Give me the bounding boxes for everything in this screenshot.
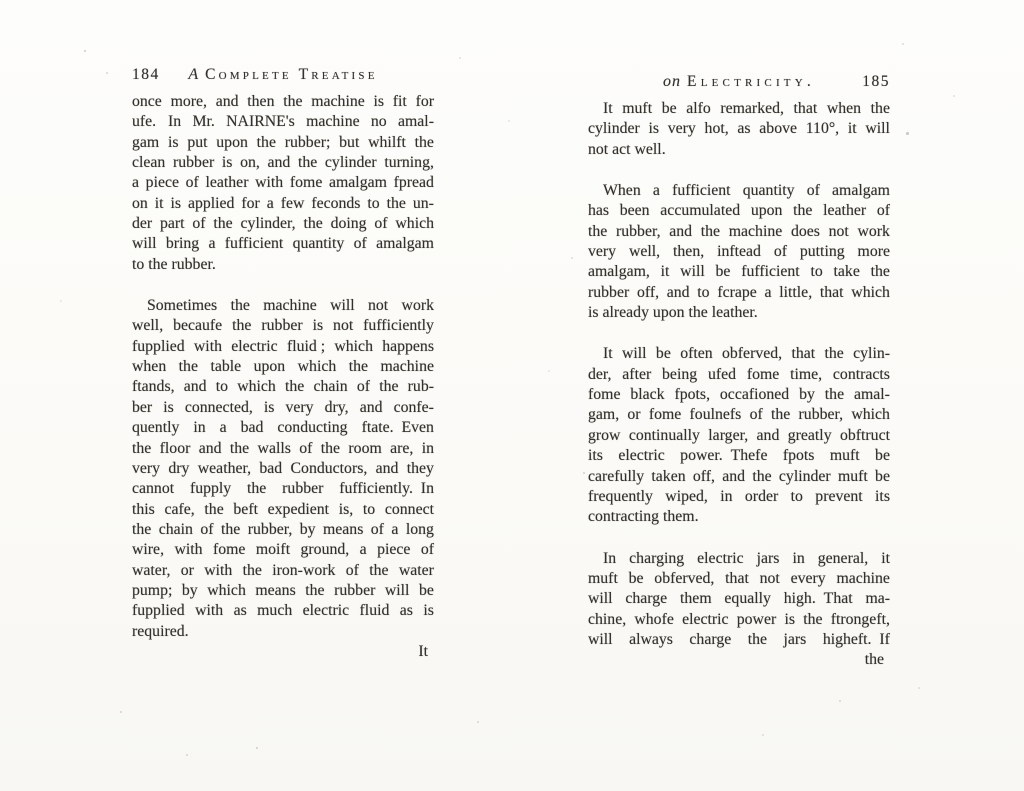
text-line: fome black fpots, occafioned by the amal- bbox=[588, 386, 890, 404]
text-line: frequently wiped, in order to prevent its bbox=[588, 487, 890, 505]
text-line: carefully taken off, and the cylinder muft be bbox=[588, 467, 890, 485]
text-line: very dry weather, bad Conductors, and they bbox=[132, 459, 434, 477]
text-line: will charge them equally high. That ma- bbox=[588, 590, 890, 608]
text-line: Sometimes the machine will not work bbox=[147, 297, 434, 315]
scan-speck bbox=[256, 747, 258, 749]
text-line: gam is put upon the rubber; but whilft the bbox=[132, 133, 434, 151]
text-line: fupplied with electric fluid ; which happens bbox=[132, 337, 434, 355]
right-page bbox=[588, 71, 890, 671]
left-page bbox=[132, 64, 434, 662]
text-line: ber is connected, is very dry, and confe- bbox=[132, 398, 434, 416]
text-line: its electric power. Thefe fpots muft be bbox=[588, 447, 890, 465]
scan-speck bbox=[762, 734, 764, 736]
scan-speck bbox=[548, 370, 550, 372]
scan-speck bbox=[839, 700, 841, 702]
text-line: ftands, and to which the chain of the rub- bbox=[132, 378, 434, 396]
right-page-number: 185 bbox=[862, 73, 890, 90]
left-page-text bbox=[132, 92, 434, 642]
right-running-title bbox=[630, 71, 848, 93]
left-running-title-main: Complete Treatise bbox=[205, 66, 378, 83]
scan-speck bbox=[186, 754, 188, 756]
text-line: quently in a bad conducting ftate. Even bbox=[132, 419, 434, 437]
scan-speck bbox=[571, 257, 573, 259]
scan-speck bbox=[459, 57, 461, 59]
text-line: When a fufficient quantity of amalgam bbox=[603, 182, 890, 200]
text-line: der part of the cylinder, the doing of which bbox=[132, 215, 434, 233]
text-line: when the table upon which the machine bbox=[132, 358, 434, 376]
text-line: grow continually larger, and greatly obftruct bbox=[588, 426, 890, 444]
text-line: not act well. bbox=[588, 140, 666, 158]
text-line: It will be often obferved, that the cylin- bbox=[603, 345, 890, 363]
text-line: very well, then, inftead of putting more bbox=[588, 243, 890, 261]
text-line: clean rubber is on, and the cylinder turning, bbox=[132, 154, 434, 172]
left-page-number: 184 bbox=[132, 66, 160, 83]
text-line: once more, and then the machine is fit for bbox=[132, 93, 434, 110]
text-line: on it is applied for a few feconds to the un- bbox=[132, 194, 434, 212]
left-running-title bbox=[174, 64, 392, 86]
paragraph bbox=[132, 296, 434, 642]
right-page-text bbox=[588, 99, 890, 650]
scan-speck bbox=[106, 72, 108, 74]
scan-speck bbox=[902, 43, 904, 45]
scan-speck bbox=[84, 50, 86, 52]
scan-speck bbox=[906, 132, 909, 135]
text-line: wire, with fome moift ground, a piece of bbox=[132, 541, 434, 559]
right-running-title-main: Electricity. bbox=[687, 73, 815, 90]
right-catchword: the bbox=[864, 651, 884, 669]
text-line: cannot fupply the rubber fufficiently. In bbox=[132, 480, 434, 498]
text-line: the floor and the walls of the room are, in bbox=[132, 439, 434, 457]
text-line: has been accumulated upon the leather of bbox=[588, 202, 890, 220]
text-line: chine, whofe electric power is the ftrongeft, bbox=[588, 610, 890, 628]
paragraph bbox=[588, 181, 890, 323]
text-line: contracting them. bbox=[588, 508, 699, 526]
scan-speck bbox=[953, 95, 955, 97]
left-catchword: It bbox=[418, 642, 428, 660]
text-line: the chain of the rubber, by means of a long bbox=[132, 520, 434, 538]
paragraph bbox=[588, 99, 890, 160]
text-line: rubber off, and to fcrape a little, that which bbox=[588, 283, 890, 301]
text-line: will bring a fufficient quantity of amalgam bbox=[132, 235, 434, 253]
paragraph bbox=[132, 92, 434, 275]
text-line: In charging electric jars in general, it bbox=[603, 549, 890, 567]
text-line: amalgam, it will be fufficient to take the bbox=[588, 263, 890, 281]
text-line: the rubber, and the machine does not work bbox=[588, 222, 890, 240]
paragraph bbox=[588, 549, 890, 651]
left-running-title-article: A bbox=[188, 66, 200, 83]
text-line: required. bbox=[132, 622, 189, 640]
scan-speck bbox=[918, 687, 920, 689]
text-line: well, becaufe the rubber is not fufficiently bbox=[132, 317, 434, 335]
text-line: pump; by which means the rubber will be bbox=[132, 581, 434, 599]
text-line: cylinder is very hot, as above 110°, it will bbox=[588, 120, 890, 138]
scan-speck bbox=[477, 721, 479, 723]
text-line: gam, or fome foulnefs of the rubber, which bbox=[588, 406, 890, 424]
text-line: ufe. In Mr. NAIRNE's machine no amal- bbox=[132, 113, 434, 131]
text-line: muft be obferved, that not every machine bbox=[588, 569, 890, 587]
text-line: to the rubber. bbox=[132, 255, 216, 273]
left-page-header bbox=[132, 64, 434, 86]
text-line: water, or with the iron-work of the water bbox=[132, 561, 434, 579]
scan-speck bbox=[60, 300, 62, 302]
paragraph bbox=[588, 344, 890, 527]
text-line: is already upon the leather. bbox=[588, 304, 758, 322]
text-line: It muft be alfo remarked, that when the bbox=[603, 100, 890, 117]
text-line: fupplied with as much electric fluid as is bbox=[132, 602, 434, 620]
text-line: der, after being ufed fome time, contracts bbox=[588, 365, 890, 383]
right-page-header bbox=[588, 71, 890, 93]
scan-speck bbox=[508, 120, 510, 122]
text-line: this cafe, the beft expedient is, to connect bbox=[132, 500, 434, 518]
text-line: will always charge the jars higheft. If bbox=[588, 630, 890, 648]
right-running-title-preposition: on bbox=[663, 73, 682, 90]
scan-speck bbox=[120, 711, 122, 713]
text-line: a piece of leather with fome amalgam fpread bbox=[132, 174, 434, 192]
scan-speck bbox=[583, 472, 585, 474]
